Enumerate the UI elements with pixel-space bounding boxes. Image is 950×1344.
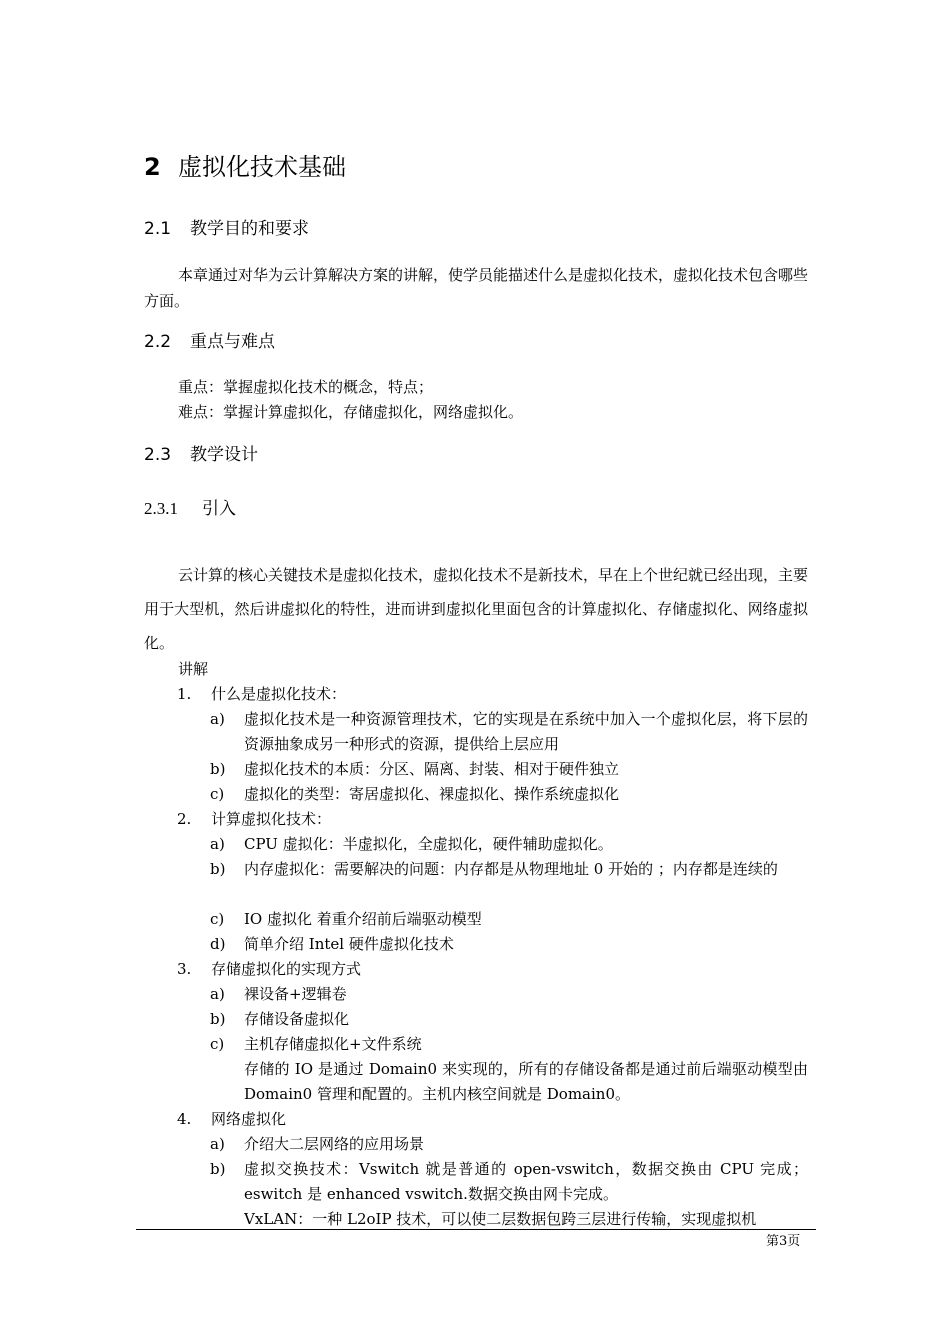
- sublist-item: IO 虚拟化 着重介绍前后端驱动模型: [244, 910, 482, 928]
- list-number: 3.: [177, 960, 192, 978]
- footer-divider: [136, 1229, 816, 1230]
- subsection-title: 引入: [202, 499, 236, 519]
- sublist-item: 虚拟化的类型：寄居虚拟化、裸虚拟化、操作系统虚拟化: [244, 785, 620, 803]
- section-title: 重点与难点: [190, 332, 275, 352]
- sublist-letter: a): [210, 985, 225, 1003]
- list-item: 网络虚拟化: [211, 1110, 287, 1128]
- sublist-letter: b): [210, 860, 226, 878]
- sublist-letter: a): [210, 710, 225, 728]
- sublist-letter: d): [210, 935, 226, 953]
- list-item: 计算虚拟化技术：: [211, 810, 332, 828]
- list-number: 4.: [177, 1110, 192, 1128]
- sublist-item: 介绍大二层网络的应用场景: [244, 1135, 425, 1153]
- section-2-1-body: 本章通过对华为云计算解决方案的讲解，使学员能描述什么是虚拟化技术，虚拟化技术包含哪些方面。: [144, 266, 809, 310]
- chapter-number: 2: [144, 153, 161, 181]
- sublist-note: 存储的 IO 是通过 Domain0 来实现的，所有的存储设备都是通过前后端驱动模型由 Domain0 管理和配置的。主机内核空间就是 Domain0。: [244, 1060, 808, 1103]
- difficult-points: 难点：掌握计算虚拟化，存储虚拟化，网络虚拟化。: [178, 403, 524, 421]
- key-points: 重点：掌握虚拟化技术的概念，特点；: [178, 378, 434, 396]
- intro-paragraph: 云计算的核心关键技术是虚拟化技术，虚拟化技术不是新技术，早在上个世纪就已经出现，主要用于大型机，然后讲虚拟化的特性，进而讲到虚拟化里面包含的计算虚拟化、存储虚拟化、网络虚拟化。: [144, 566, 809, 652]
- list-number: 1.: [177, 685, 192, 703]
- chapter-title: 虚拟化技术基础: [178, 153, 346, 181]
- sublist-letter: b): [210, 1010, 226, 1028]
- list-number: 2.: [177, 810, 192, 828]
- sublist-letter: c): [210, 910, 225, 928]
- sublist-note: VxLAN：一种 L2oIP 技术，可以使二层数据包跨三层进行传输，实现虚拟机: [244, 1210, 757, 1228]
- section-number: 2.3: [144, 445, 172, 465]
- list-item: 什么是虚拟化技术：: [211, 685, 347, 703]
- sublist-item: 虚拟化技术的本质：分区、隔离、封装、相对于硬件独立: [244, 760, 620, 778]
- sublist-letter: b): [210, 760, 226, 778]
- list-item: 存储虚拟化的实现方式: [211, 960, 362, 978]
- sublist-item: CPU 虚拟化：半虚拟化，全虚拟化，硬件辅助虚拟化。: [244, 835, 613, 853]
- sublist-letter: c): [210, 785, 225, 803]
- section-number: 2.1: [144, 219, 172, 239]
- section-2-1-heading: [144, 217, 309, 241]
- section-2-3-heading: [144, 443, 258, 467]
- sublist-item: 简单介绍 Intel 硬件虚拟化技术: [244, 935, 454, 953]
- sublist-letter: b): [210, 1160, 226, 1178]
- sublist-item: 存储设备虚拟化: [244, 1010, 350, 1028]
- section-title: 教学目的和要求: [190, 219, 309, 239]
- section-title: 教学设计: [190, 445, 258, 465]
- sublist-item: 虚拟化技术是一种资源管理技术，它的实现是在系统中加入一个虚拟化层，将下层的资源抽象成另一种形式的资源，提供给上层应用: [244, 710, 808, 753]
- sublist-letter: a): [210, 835, 225, 853]
- section-number: 2.2: [144, 332, 172, 352]
- section-2-3-1-heading: [144, 497, 236, 521]
- sublist-item: 裸设备+逻辑卷: [244, 985, 347, 1003]
- page-number: 第3页: [766, 1234, 801, 1249]
- sublist-letter: a): [210, 1135, 225, 1153]
- sublist-letter: c): [210, 1035, 225, 1053]
- explain-label: 讲解: [178, 660, 209, 678]
- sublist-item: 内存虚拟化：需要解决的问题：内存都是从物理地址 0 开始的 ；内存都是连续的: [244, 860, 778, 878]
- section-2-2-heading: [144, 330, 275, 354]
- chapter-heading: [144, 150, 346, 184]
- sublist-item: 主机存储虚拟化+文件系统: [244, 1035, 422, 1053]
- subsection-number: 2.3.1: [144, 499, 178, 518]
- sublist-item: 虚拟交换技术：Vswitch 就是普通的 open-vswitch，数据交换由 CPU 完成；eswitch 是 enhanced vswitch.数据交换由网卡完成。: [244, 1160, 808, 1203]
